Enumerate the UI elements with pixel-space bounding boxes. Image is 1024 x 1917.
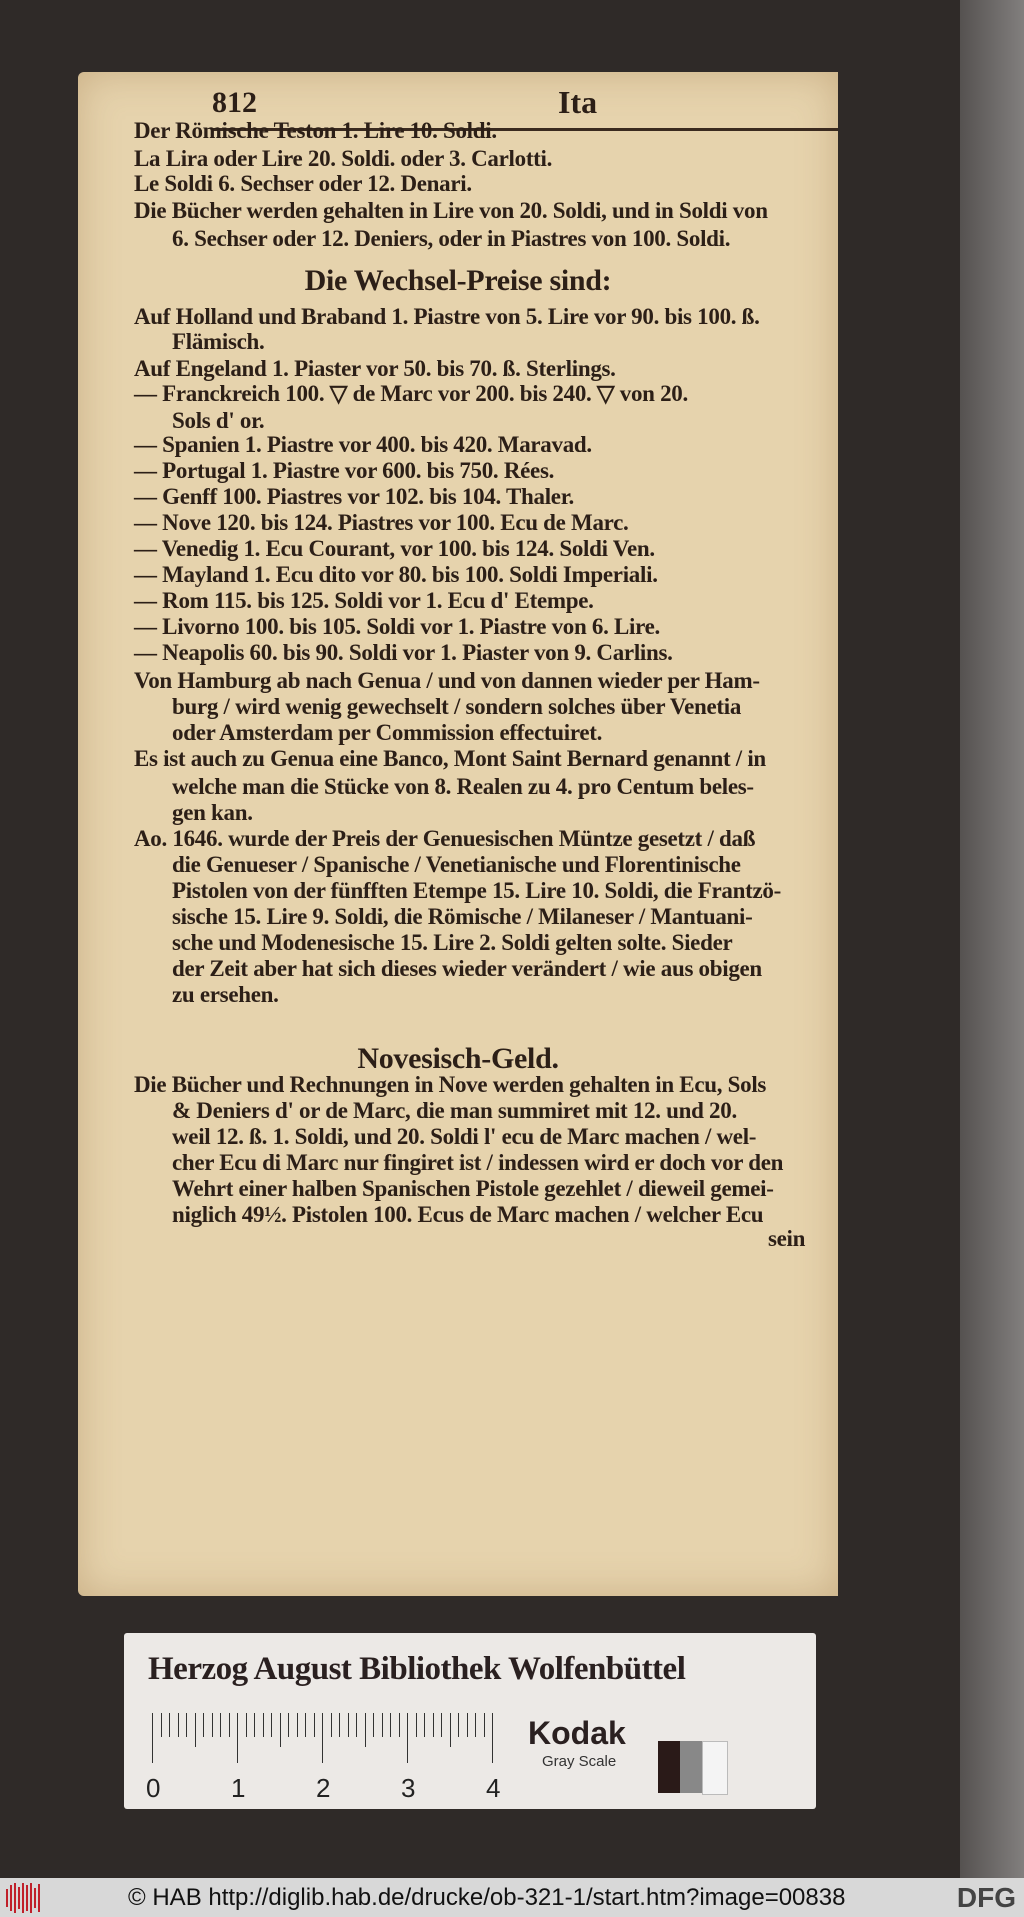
text-line: sche und Modenesische 15. Lire 2. Soldi gelten solte. Sieder <box>172 930 733 955</box>
text-line: — Genff 100. Piastres vor 102. bis 104. Thaler. <box>134 484 574 509</box>
ruler-number: 3 <box>401 1773 416 1803</box>
gray-scale-label: Gray Scale <box>542 1753 617 1770</box>
ruler-tick <box>246 1713 247 1737</box>
ruler-tick <box>433 1713 434 1737</box>
page-number: 812 <box>212 86 257 119</box>
ruler-tick <box>322 1713 323 1763</box>
kodak-logo: Kodak <box>528 1715 626 1751</box>
text-line: Auf Holland und Braband 1. Piastre von 5. Lire vor 90. bis 100. ß. <box>134 304 760 329</box>
text-line: die Genueser / Spanische / Venetianische und Florentinische <box>172 852 741 877</box>
gray-patch-mid <box>680 1741 704 1793</box>
ruler-tick <box>314 1713 315 1737</box>
text-line: — Mayland 1. Ecu dito vor 80. bis 100. Soldi Imperiali. <box>134 562 658 587</box>
ruler-tick <box>390 1713 391 1737</box>
text-line: Der Römische Teston 1. Lire 10. Soldi. <box>134 118 497 143</box>
ruler-tick <box>212 1713 213 1737</box>
ruler-number: 2 <box>316 1773 331 1803</box>
ruler-tick <box>186 1713 187 1737</box>
ruler-tick <box>288 1713 289 1737</box>
section-heading: Die Wechsel-Preise sind: <box>304 264 612 297</box>
ruler-tick <box>475 1713 476 1737</box>
ruler-tick <box>450 1713 451 1747</box>
ruler-tick <box>280 1713 281 1747</box>
ruler-tick <box>458 1713 459 1737</box>
text-line: der Zeit aber hat sich dieses wieder verändert / wie aus obigen <box>172 956 762 981</box>
ruler-number: 1 <box>231 1773 246 1803</box>
ruler-tick <box>399 1713 400 1737</box>
ruler-tick <box>348 1713 349 1737</box>
text-line: Die Bücher und Rechnungen in Nove werden gehalten in Ecu, Sols <box>134 1072 767 1097</box>
ruler-tick <box>339 1713 340 1737</box>
ruler-tick <box>484 1713 485 1737</box>
text-line: Pistolen von der fünfften Etempe 15. Lire 10. Soldi, die Frantzö- <box>172 878 781 903</box>
ruler-tick <box>152 1713 153 1763</box>
text-line: 6. Sechser oder 12. Deniers, oder in Piastres von 100. Soldi. <box>172 226 731 251</box>
text-line: — Venedig 1. Ecu Courant, vor 100. bis 124. Soldi Ven. <box>134 536 655 561</box>
gray-patch-black <box>658 1741 682 1793</box>
ruler-tick <box>407 1713 408 1763</box>
ruler-tick <box>467 1713 468 1737</box>
text-line: — Neapolis 60. bis 90. Soldi vor 1. Piaster von 9. Carlins. <box>134 640 673 665</box>
ruler-tick <box>365 1713 366 1747</box>
section-heading: Novesisch-Geld. <box>357 1042 559 1075</box>
running-title: Ita <box>558 84 598 120</box>
text-line: — Portugal 1. Piastre vor 600. bis 750. Rées. <box>134 458 555 483</box>
text-line: Von Hamburg ab nach Genua / und von dannen wieder per Ham- <box>134 668 760 693</box>
text-line: — Spanien 1. Piastre vor 400. bis 420. Maravad. <box>134 432 592 457</box>
ruler-number: 4 <box>486 1773 501 1803</box>
ruler-tick <box>254 1713 255 1737</box>
ruler-tick <box>271 1713 272 1737</box>
text-line: Sols d' or. <box>172 408 265 433</box>
ruler-tick <box>492 1713 493 1763</box>
ruler-tick <box>441 1713 442 1737</box>
ruler-tick <box>229 1713 230 1737</box>
text-line: gen kan. <box>172 800 253 825</box>
text-line: Auf Engeland 1. Piaster vor 50. bis 70. ß. Sterlings. <box>134 356 616 381</box>
ruler-tick <box>297 1713 298 1737</box>
text-line: Flämisch. <box>172 329 265 354</box>
book-page <box>78 72 838 1596</box>
ruler-tick <box>424 1713 425 1737</box>
text-line: Wehrt einer halben Spanischen Pistole gezehlet / dieweil gemei- <box>172 1176 774 1201</box>
text-line: & Deniers d' or de Marc, die man summiret mit 12. und 20. <box>172 1098 737 1123</box>
footer-bar <box>0 1878 1024 1917</box>
copyright-link[interactable]: © HAB http://diglib.hab.de/drucke/ob-321-1/start.htm?image=00838 <box>128 1884 846 1911</box>
text-line: cher Ecu di Marc nur fingiret ist / indessen wird er doch vor den <box>172 1150 784 1175</box>
scan-edge-strip <box>960 0 1024 1878</box>
text-line: oder Amsterdam per Commission effectuiret. <box>172 720 603 745</box>
text-line: — Franckreich 100. ▽ de Marc vor 200. bis 240. ▽ von 20. <box>134 381 688 406</box>
ruler-tick <box>305 1713 306 1737</box>
text-line: sein <box>768 1226 806 1251</box>
text-line: Es ist auch zu Genua eine Banco, Mont Saint Bernard genannt / in <box>134 746 766 771</box>
text-line: sische 15. Lire 9. Soldi, die Römische / Milaneser / Mantuani- <box>172 904 753 929</box>
text-line: Die Bücher werden gehalten in Lire von 20. Soldi, und in Soldi von <box>134 198 768 223</box>
text-line: burg / wird wenig gewechselt / sondern solches über Venetia <box>172 694 742 719</box>
ruler-tick <box>178 1713 179 1737</box>
ruler-tick <box>237 1713 238 1763</box>
ruler-tick <box>161 1713 162 1737</box>
ruler-tick <box>195 1713 196 1747</box>
ruler <box>146 1713 501 1803</box>
ruler-tick <box>220 1713 221 1737</box>
text-line: Ao. 1646. wurde der Preis der Genuesischen Müntze gesetzt / daß <box>134 826 756 851</box>
text-line: weil 12. ß. 1. Soldi, und 20. Soldi l' ecu de Marc machen / wel- <box>172 1124 757 1149</box>
ruler-tick <box>356 1713 357 1737</box>
text-line: Le Soldi 6. Sechser oder 12. Denari. <box>134 171 472 196</box>
ruler-tick <box>263 1713 264 1737</box>
text-line: — Livorno 100. bis 105. Soldi vor 1. Piastre von 6. Lire. <box>134 614 660 639</box>
library-name: Herzog August Bibliothek Wolfenbüttel <box>148 1651 686 1687</box>
dfg-logo: DFG <box>956 1882 1016 1913</box>
gray-patch-white <box>702 1741 728 1795</box>
ruler-tick <box>416 1713 417 1737</box>
text-line: La Lira oder Lire 20. Soldi. oder 3. Carlotti. <box>134 146 553 171</box>
scale-card <box>124 1633 816 1809</box>
ruler-tick <box>373 1713 374 1737</box>
text-line: niglich 49½. Pistolen 100. Ecus de Marc machen / welcher Ecu <box>172 1202 764 1227</box>
ruler-number: 0 <box>146 1773 161 1803</box>
text-line: — Nove 120. bis 124. Piastres vor 100. Ecu de Marc. <box>134 510 629 535</box>
text-line: zu ersehen. <box>172 982 279 1007</box>
ruler-tick <box>331 1713 332 1737</box>
ruler-tick <box>203 1713 204 1737</box>
text-line: — Rom 115. bis 125. Soldi vor 1. Ecu d' Etempe. <box>134 588 594 613</box>
hab-logo-icon <box>6 1882 46 1914</box>
text-line: welche man die Stücke von 8. Realen zu 4. pro Centum beles- <box>172 774 754 799</box>
ruler-tick <box>169 1713 170 1737</box>
ruler-tick <box>382 1713 383 1737</box>
